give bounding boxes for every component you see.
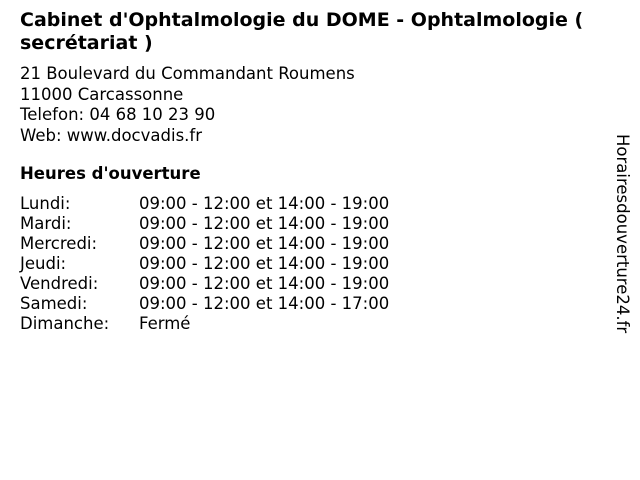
time-value: 09:00 - 12:00 et 14:00 - 19:00	[139, 194, 390, 213]
time-value: 09:00 - 12:00 et 14:00 - 19:00	[139, 254, 390, 273]
time-value: 09:00 - 12:00 et 14:00 - 19:00	[139, 234, 390, 253]
hours-heading: Heures d'ouverture	[20, 164, 201, 183]
address-city: 11000 Carcassonne	[20, 84, 184, 104]
time-value: 09:00 - 12:00 et 14:00 - 19:00	[139, 214, 390, 233]
time-value: 09:00 - 12:00 et 14:00 - 19:00	[139, 274, 390, 293]
phone-number: Telefon: 04 68 10 23 90	[20, 105, 216, 124]
day-label: Mercredi:	[20, 234, 98, 253]
business-info	[20, 64, 355, 146]
day-label: Lundi:	[20, 194, 71, 213]
address-street: 21 Boulevard du Commandant Roumens	[20, 64, 355, 83]
site-watermark: Horairesdouverture24.fr	[613, 134, 632, 334]
day-label: Dimanche:	[20, 314, 110, 333]
time-value: 09:00 - 12:00 et 14:00 - 17:00	[139, 294, 390, 313]
page-title: Cabinet d'Ophtalmologie du DOME - Ophtalmologie ( secrétariat )	[20, 9, 584, 54]
day-label: Samedi:	[20, 294, 88, 313]
website: Web: www.docvadis.fr	[20, 125, 202, 145]
time-value: Fermé	[139, 314, 191, 333]
day-label: Vendredi:	[20, 274, 99, 293]
day-label: Jeudi:	[20, 254, 67, 273]
day-label: Mardi:	[20, 214, 72, 233]
